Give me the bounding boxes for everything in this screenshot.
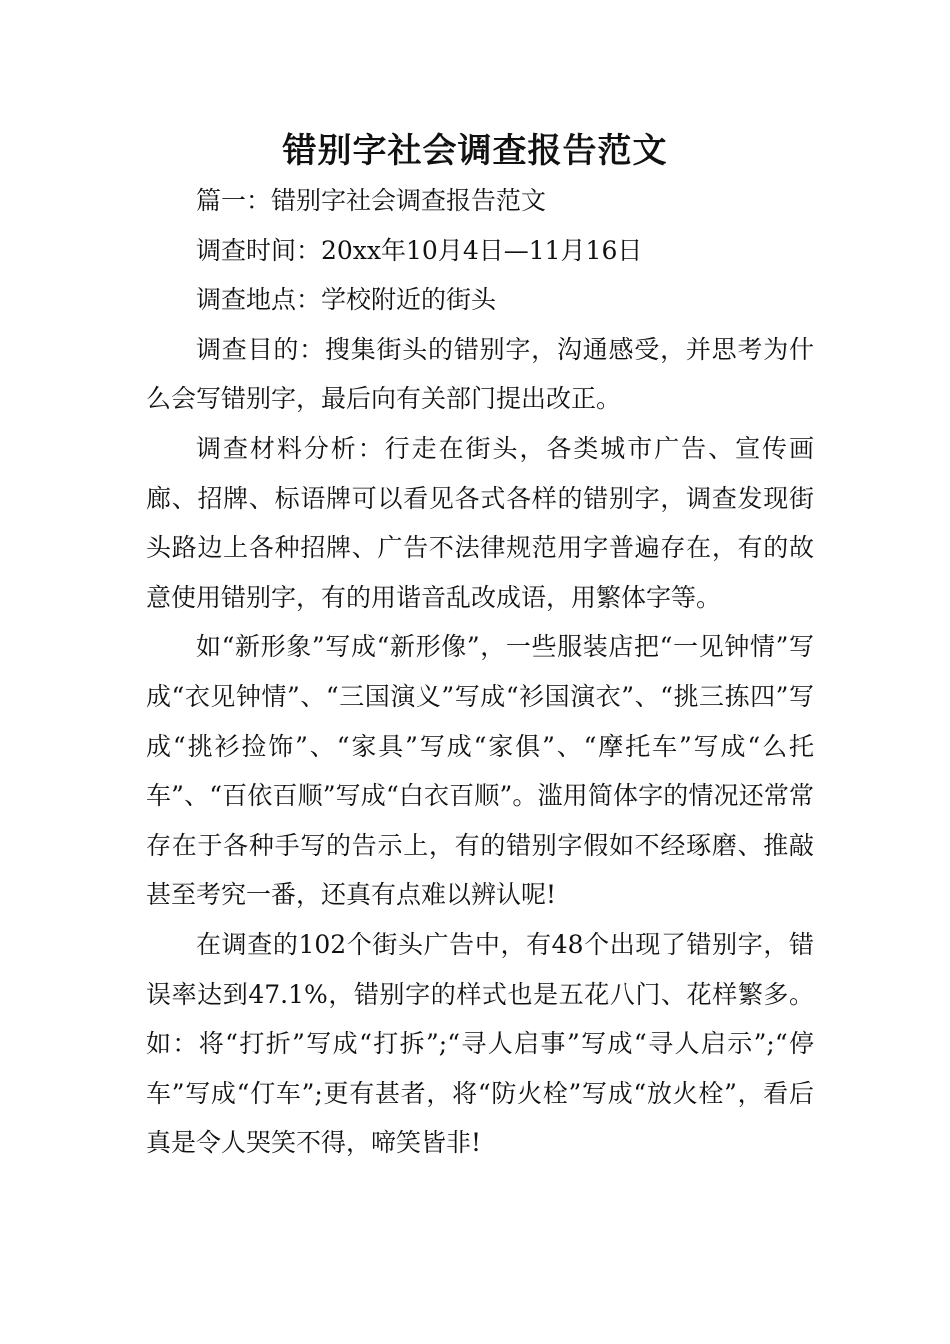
paragraph-survey-purpose: 调查目的：搜集街头的错别字，沟通感受，并思考为什么会写错别字，最后向有关部门提出改正。 <box>146 334 814 414</box>
paragraph-survey-location: 调查地点：学校附近的街头 <box>196 285 497 315</box>
paragraph-heading: 篇一：错别字社会调查报告范文 <box>196 186 547 215</box>
paragraph-statistics: 在调查的102个街头广告中，有48个出现了错别字，错误率达到47.1%，错别字的样式也是五花八门、花样繁多。如：将“打折”写成“打拆”;“寻人启事”写成“寻人启示”;“停车”写成“仃车”;更有甚者，将“防火栓”写成“放火栓”，看后真是令人哭笑不得，啼笑皆非! <box>146 929 814 1158</box>
document-title: 错别字社会调查报告范文 <box>282 131 668 171</box>
paragraph-examples: 如“新形象”写成“新形像”，一些服装店把“一见钟情”写成“衣见钟情”、“三国演义”写成“衫国演衣”、“挑三拣四”写成“挑衫捡饰”、“家具”写成“家俱”、“摩托车”写成“么托车”、“百依百顺”写成“白衣百顺”。滥用简体字的情况还常常存在于各种手写的告示上，有的错别字假如不经琢磨、推敲甚至考究一番，还真有点难以辨认呢! <box>146 632 814 910</box>
document-body <box>146 176 814 1168</box>
paragraph-survey-time: 调查时间：20xx年10月4日—11月16日 <box>196 235 643 265</box>
paragraph-material-analysis: 调查材料分析：行走在街头，各类城市广告、宣传画廊、招牌、标语牌可以看见各式各样的错别字，调查发现街头路边上各种招牌、广告不法律规范用字普遍存在，有的故意使用错别字，有的用谐音乱改成语，用繁体字等。 <box>146 433 814 612</box>
